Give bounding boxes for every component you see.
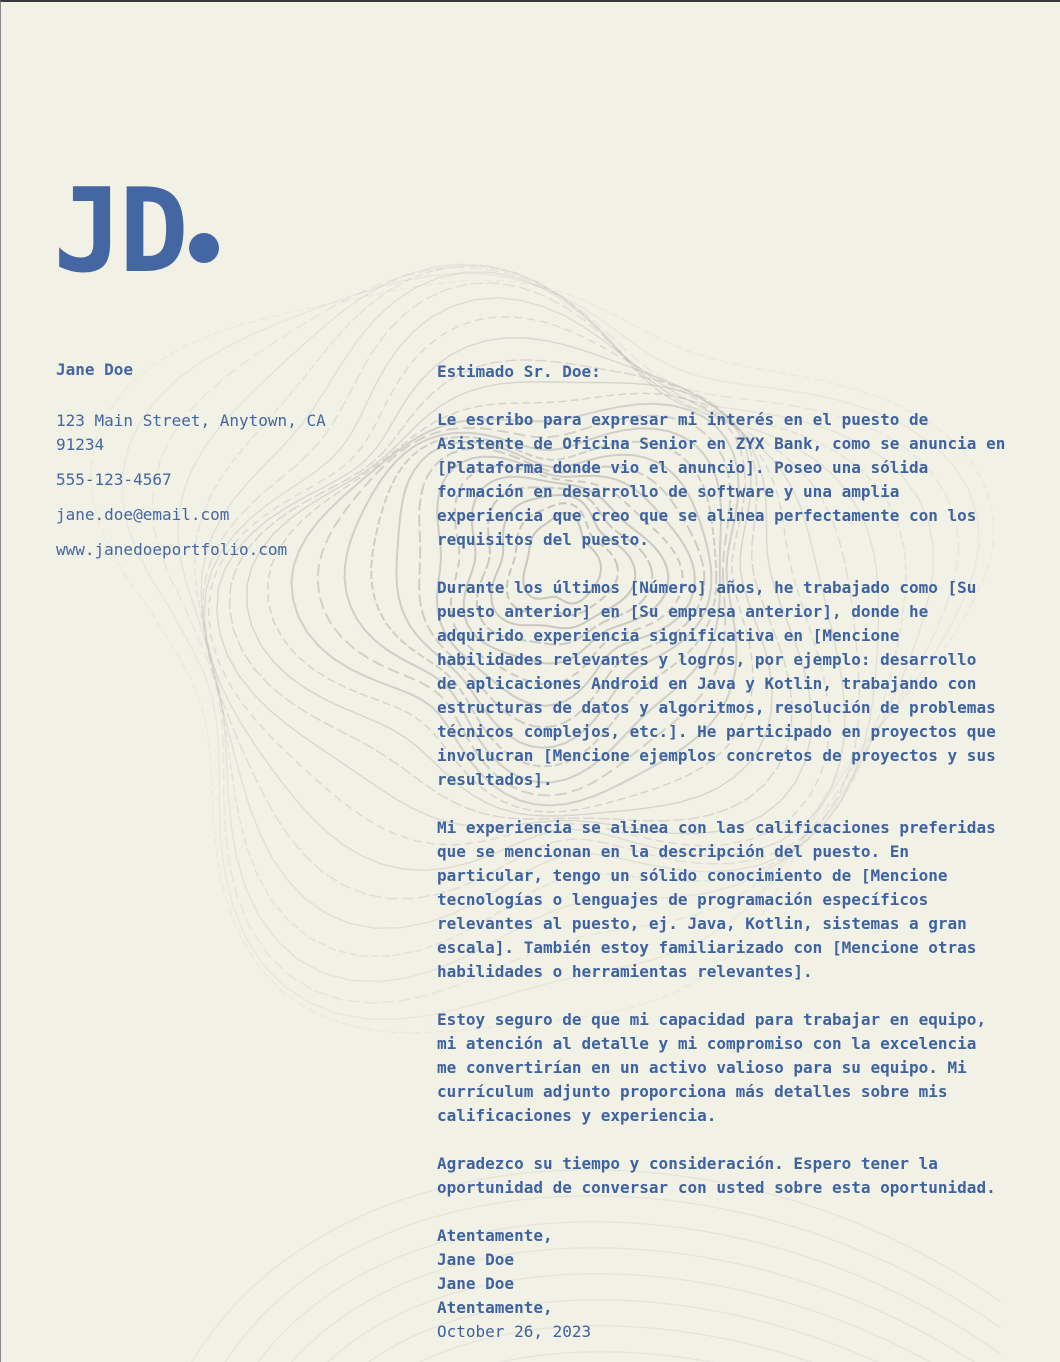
signature-name: Jane Doe — [437, 1274, 515, 1293]
sender-phone: 555-123-4567 — [56, 470, 172, 489]
paragraph: Le escribo para expresar mi interés en el puesto de Asistente de Oficina Senior en ZYX Bank, como se anuncia en [Plataforma donde vio el anuncio]. Poseo una sólida formación en desarrollo de software y una amplia experiencia que creo que se alinea perfectamente con los requisitos del puesto. — [437, 410, 1006, 549]
paragraph: Estoy seguro de que mi capacidad para trabajar en equipo, mi atención al detalle y mi compromiso con la excelencia me convertirían en un activo valioso para su equipo. Mi currículum adjunto proporciona más detalles sobre mis calificaciones y experiencia. — [437, 1010, 987, 1125]
letter-date: October 26, 2023 — [437, 1322, 592, 1341]
monogram-logo — [53, 162, 219, 302]
closing-line: Atentamente, — [437, 1226, 553, 1245]
sender-name: Jane Doe — [56, 360, 134, 379]
paragraph: Durante los últimos [Número] años, he trabajado como [Su puesto anterior] en [Su empresa anterior], donde he adquirido experiencia significativa en [Mencione habilidades relevantes y logros, por ejemplo: desarrollo de aplicaciones Android en Java y Kotlin, trabajando con estructuras de datos y algoritmos, resolución de problemas técnicos complejos, etc.]. He participado en proyectos que involucran [Mencione ejemplos concretos de proyectos y sus resultados]. — [437, 578, 996, 789]
monogram-dot — [189, 233, 219, 263]
paragraph: Agradezco su tiempo y consideración. Espero tener la oportunidad de conversar con usted sobre esta oportunidad. — [437, 1154, 996, 1197]
sender-address: 123 Main Street, Anytown, CA 91234 — [56, 411, 326, 454]
monogram-text: JD — [53, 164, 185, 299]
contact-block — [56, 358, 356, 573]
sender-website: www.janedoeportfolio.com — [56, 540, 288, 559]
paragraph: Mi experiencia se alinea con las calificaciones preferidas que se mencionan en la descripción del puesto. En particular, tengo un sólido conocimiento de [Mencione tecnologías o lenguajes de programación específicos relevantes al puesto, ej. Java, Kotlin, sistemas a gran escala]. También estoy familiarizado con [Mencione otras habilidades o herramientas relevantes]. — [437, 818, 996, 981]
signature-name: Jane Doe — [437, 1250, 515, 1269]
letter-body — [437, 360, 1027, 1344]
salutation: Estimado Sr. Doe: — [437, 362, 601, 381]
closing-line: Atentamente, — [437, 1298, 553, 1317]
sender-email: jane.doe@email.com — [56, 505, 230, 524]
